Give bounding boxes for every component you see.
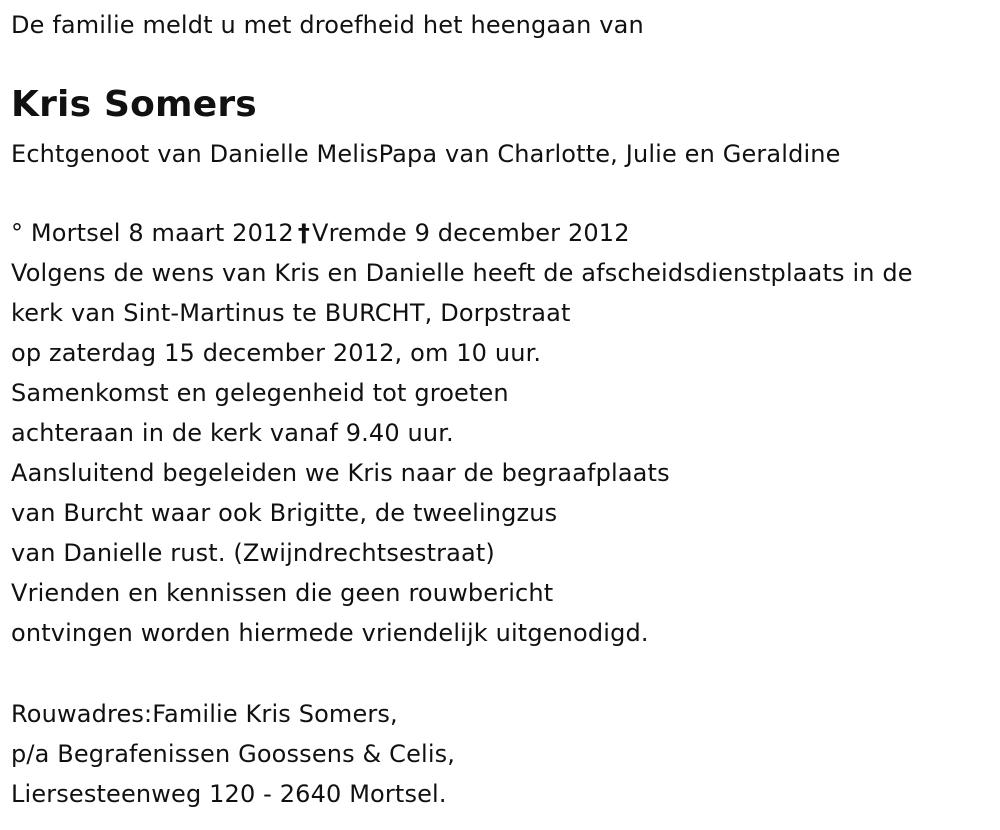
death-text: Vremde 9 december 2012 bbox=[312, 219, 630, 247]
body-line: Aansluitend begeleiden we Kris naar de begraafplaats bbox=[11, 459, 670, 487]
birth-text: ° Mortsel 8 maart 2012 bbox=[11, 219, 294, 247]
address-line: Liersesteenweg 120 - 2640 Mortsel. bbox=[11, 780, 447, 808]
body-line: van Danielle rust. (Zwijndrechtsestraat) bbox=[11, 539, 495, 567]
body-line: Vrienden en kennissen die geen rouwbericht bbox=[11, 579, 554, 607]
body-line: kerk van Sint-Martinus te BURCHT, Dorpstraat bbox=[11, 299, 571, 327]
address-line: p/a Begrafenissen Goossens & Celis, bbox=[11, 740, 456, 768]
body-line: van Burcht waar ook Brigitte, de tweelingzus bbox=[11, 499, 558, 527]
cross-icon: † bbox=[297, 219, 310, 247]
relation-text: Echtgenoot van Danielle MelisPapa van Charlotte, Julie en Geraldine bbox=[11, 140, 841, 168]
obituary-notice bbox=[11, 0, 996, 830]
intro-text: De familie meldt u met droefheid het heengaan van bbox=[11, 11, 644, 39]
life-dates bbox=[11, 218, 630, 248]
body-line: ontvingen worden hiermede vriendelijk uitgenodigd. bbox=[11, 619, 649, 647]
body-line: op zaterdag 15 december 2012, om 10 uur. bbox=[11, 339, 542, 367]
body-line: Samenkomst en gelegenheid tot groeten bbox=[11, 379, 509, 407]
address-line: Rouwadres:Familie Kris Somers, bbox=[11, 700, 398, 728]
body-line: achteraan in de kerk vanaf 9.40 uur. bbox=[11, 419, 454, 447]
deceased-name: Kris Somers bbox=[11, 84, 257, 125]
body-line: Volgens de wens van Kris en Danielle heeft de afscheidsdienstplaats in de bbox=[11, 259, 913, 287]
